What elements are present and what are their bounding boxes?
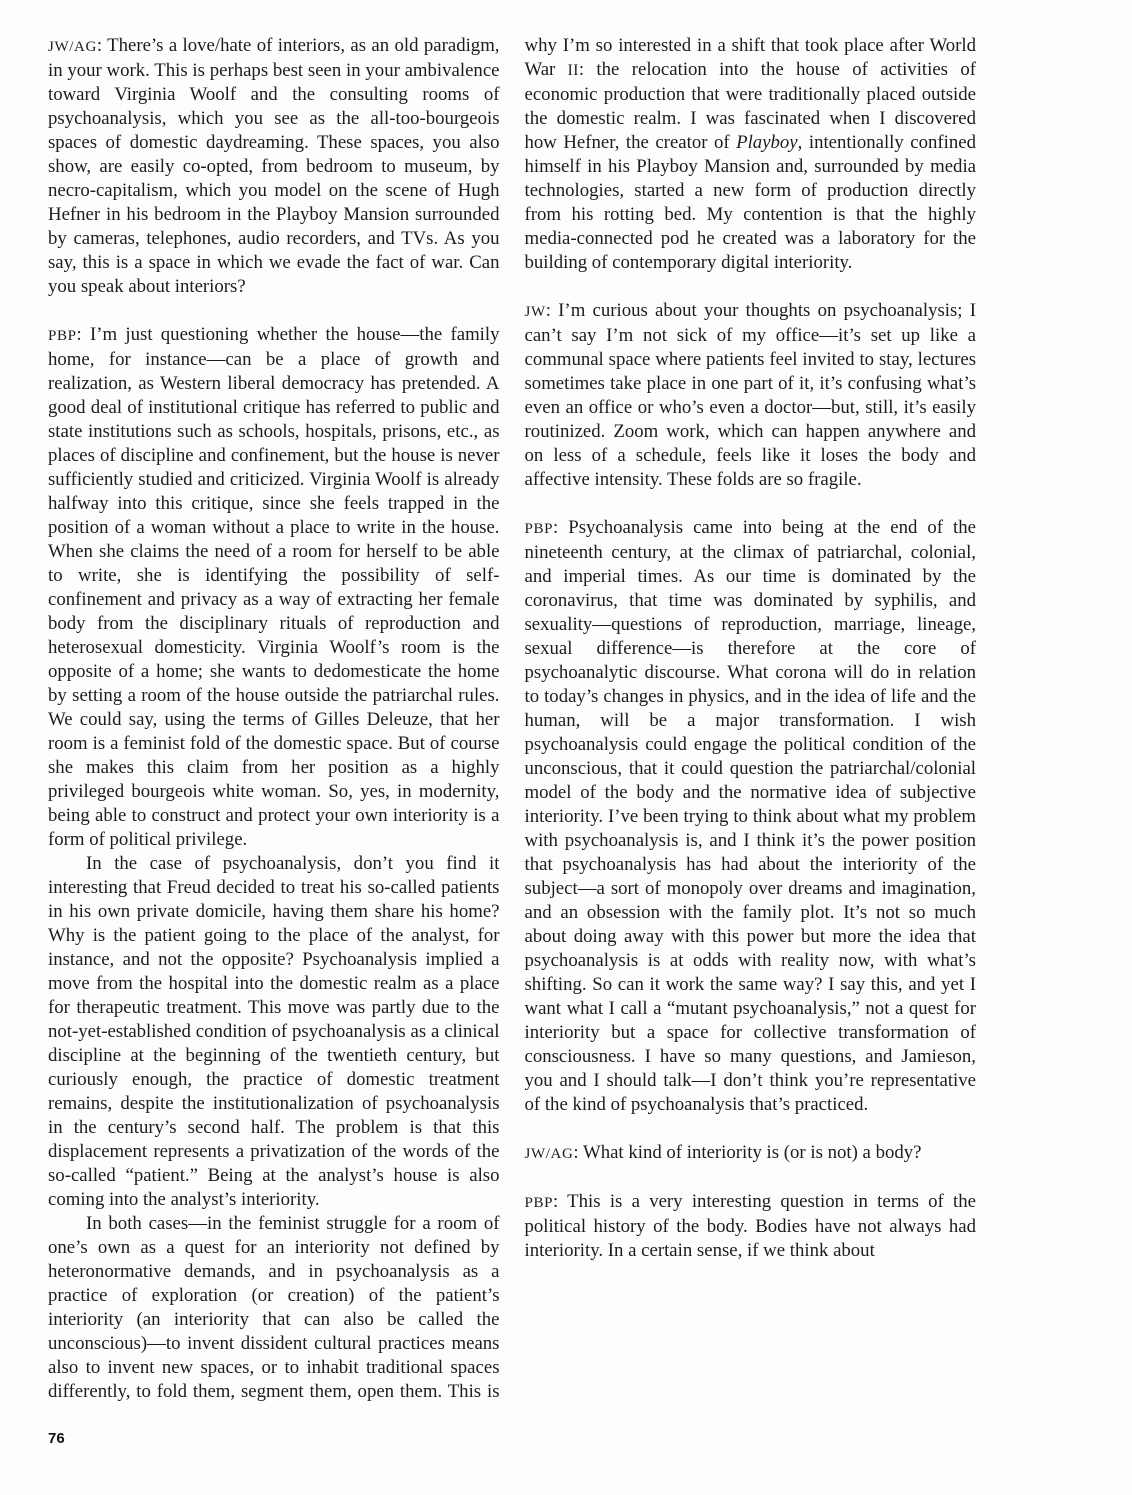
speaker-label: PBP bbox=[524, 1195, 554, 1211]
paragraph: In the case of psychoanalysis, don’t you find it interesting that Freud decided to treat his so-called patients in his own private domicile, having them share his home? Why is the patient going to the place of the analyst, for instance, and not the opposite? Psychoanalysis implied a move from the hospital into the domestic realm as a place for therapeutic treatment. This move was partly due to the not-yet-established condition of psychoanalysis as a clinical discipline at the beginning of the twentieth century, but curiously enough, the practice of domestic treatment remains, despite the institutionalization of psychoanalysis in the century’s second half. The problem is that this displacement represents a privatization of the words of the so-called “patient.” Being at the analyst’s house is also coming into the analyst’s interiority. bbox=[48, 853, 500, 1210]
page-number: 76 bbox=[48, 1430, 65, 1447]
interview-text bbox=[48, 34, 976, 1410]
small-caps-text: II bbox=[567, 62, 579, 79]
paragraph: In both cases—in the feminist struggle for a room of one’s own as a quest for an interiority not defined by heteronormative demands, and in psychoanalysis as a practice of exploration (or creation) of the patient’s interiority (an interiority that can also be called the unconscious)—to invent dissident cultural practices means also to invent new spaces, or to inhabit traditional spaces differently, to fold them, segment them, open them. This is why I’m so interested in a shift that took place after World War II: the relocation into the house of activities of economic production that were traditionally placed outside the domestic realm. I was fascinated when I discovered how Hefner, the creator of Playboy, intentionally confined himself in his Playboy Mansion and, surrounded by media technologies, started a new form of production directly from his rotting bed. My contention is that the highly media-connected pod he created was a laboratory for the building of contemporary digital interiority. bbox=[48, 35, 976, 1402]
paragraph: PBP: This is a very interesting question in terms of the political history of the body. Bodies have not always had interiority. In a certain sense, if we think about bbox=[524, 1191, 976, 1261]
speaker-label: JW/AG bbox=[524, 1146, 574, 1162]
speaker-label: JW bbox=[524, 304, 546, 320]
speaker-label: PBP bbox=[524, 521, 554, 537]
speaker-label: JW/AG bbox=[48, 39, 97, 55]
paragraph: PBP: I’m just questioning whether the house—the family home, for instance—can be a place of growth and realization, as Western liberal democracy has pretended. A good deal of institutional critique has referred to public and state institutions such as schools, hospitals, prisons, etc., as places of discipline and confinement, but the house is never sufficiently studied and criticized. Virginia Woolf is already halfway into this critique, since she feels trapped in the position of a woman without a place to write in the house. When she claims the need of a room for herself to be able to write, she is identifying the possibility of self-confinement and privacy as a way of extracting her female body from the disciplinary rituals of reproduction and heterosexual domesticity. Virginia Woolf’s room is the opposite of a home; she wants to dedomesticate the home by setting a room of the house outside the patriarchal rules. We could say, using the terms of Gilles Deleuze, that her room is a feminist fold of the domestic space. But of course she makes this claim from her position as a highly privileged bourgeois white woman. So, yes, in modernity, being able to construct and protect your own interiority is a form of political privilege. bbox=[48, 324, 500, 850]
paragraph: JW: I’m curious about your thoughts on psychoanalysis; I can’t say I’m not sick of my office—it’s set up like a communal space where patients feel invited to stay, lectures sometimes take place in one part of it, it’s confusing what’s even an office or who’s even a doctor—but, still, it’s easily routinized. Zoom work, which can happen anywhere and on less of a schedule, feels like it loses the body and affective intensity. These folds are so fragile. bbox=[524, 300, 976, 490]
speaker-label: PBP bbox=[48, 328, 77, 344]
paragraph: JW/AG: What kind of interiority is (or is not) a body? bbox=[524, 1142, 922, 1163]
paragraph: JW/AG: There’s a love/hate of interiors, as an old paradigm, in your work. This is perhaps best seen in your ambivalence toward Virginia Woolf and the consulting rooms of psychoanalysis, which you see as the all-too-bourgeois spaces of domestic daydreaming. These spaces, you also show, are easily co-opted, from bedroom to museum, by necro-capitalism, which you model on the scene of Hugh Hefner in his bedroom in the Playboy Mansion surrounded by cameras, telephones, audio recorders, and TVs. As you say, this is a space in which we evade the fact of war. Can you speak about interiors? bbox=[48, 35, 500, 297]
paragraph: PBP: Psychoanalysis came into being at the end of the nineteenth century, at the climax of patriarchal, colonial, and imperial times. As our time is dominated by the coronavirus, that time was dominated by syphilis, and sexuality—questions of reproduction, marriage, lineage, sexual difference—is therefore at the core of psychoanalytic discourse. What corona will do in relation to today’s changes in physics, and in the idea of life and the human, will be a major transformation. I wish psychoanalysis could engage the political condition of the unconscious, that it could question the patriarchal/colonial model of the body and the normative idea of subjective interiority. I’ve been trying to think about what my problem with psychoanalysis is, and I think it’s the power position that psychoanalysis has had about the interiority of the subject—a sort of monopoly over dreams and imagination, and an obsession with the family plot. It’s not so much about doing away with this power but more the idea that psychoanalysis is at odds with reality now, with what’s shifting. So can it work the same way? I say this, and yet I want what I call a “mutant psychoanalysis,” not a quest for interiority but a space for collective transformation of consciousness. I have so many questions, and Jamieson, you and I should talk—I don’t think you’re representative of the kind of psychoanalysis that’s practiced. bbox=[524, 517, 976, 1115]
